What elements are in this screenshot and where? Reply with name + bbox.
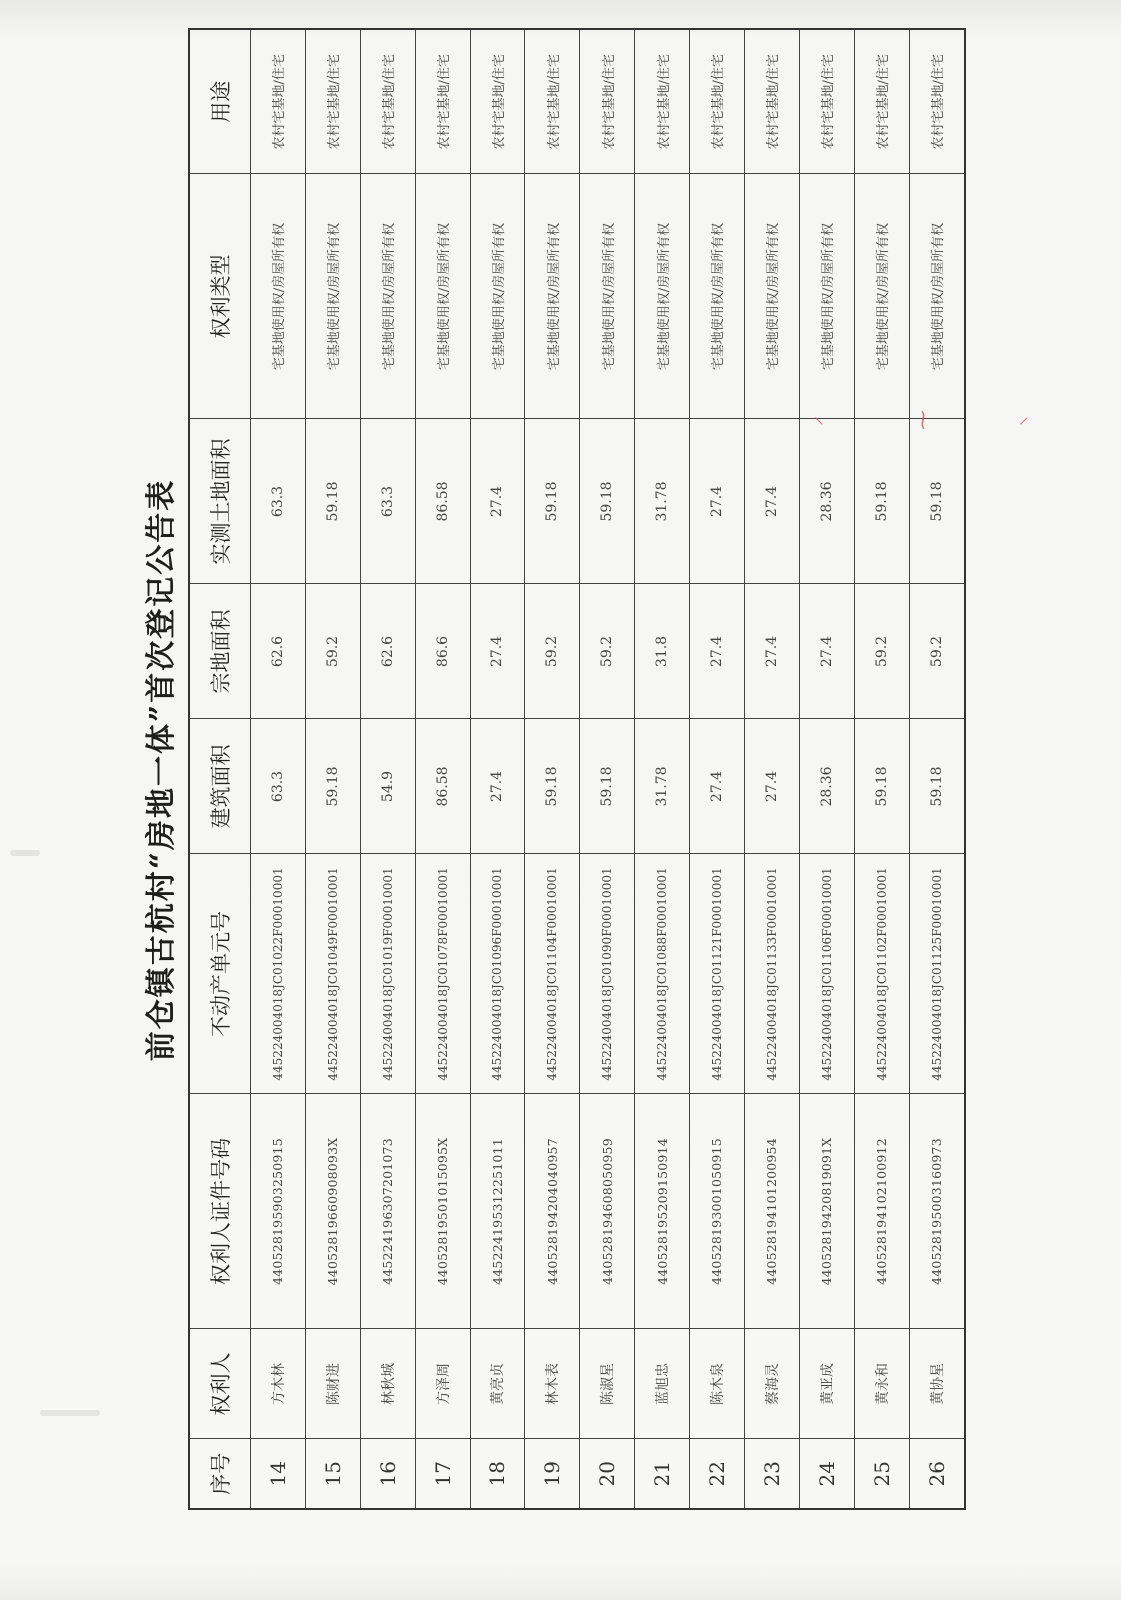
cell-id-number: 440528195903250915 <box>251 1094 306 1329</box>
cell-no: 17 <box>415 1439 470 1509</box>
cell-owner: 黄协星 <box>909 1329 965 1439</box>
table-row <box>854 29 909 1509</box>
table-row <box>635 29 690 1509</box>
table-row <box>470 29 525 1509</box>
cell-building-area: 63.3 <box>251 719 306 854</box>
seal-stroke-mark: ⸜ <box>1007 416 1031 426</box>
cell-unit-number: 445224004018JC01125F00010001 <box>909 854 965 1094</box>
cell-owner: 蓝旭忠 <box>635 1329 690 1439</box>
cell-parcel-area: 59.2 <box>909 584 965 719</box>
seal-stroke-mark: ⸝ <box>802 416 826 426</box>
document-title: 前仓镇古杭村“房地一体”首次登记公告表 <box>144 478 179 1062</box>
seal-stroke-mark: ⁓ <box>910 410 934 430</box>
rotated-document <box>140 30 1100 1510</box>
cell-owner: 黄亚成 <box>799 1329 854 1439</box>
cell-right-type: 宅基地使用权/房屋所有权 <box>854 174 909 419</box>
header-parcel-area: 宗地面积 <box>189 584 251 719</box>
cell-usage: 农村宅基地/住宅 <box>525 29 580 174</box>
header-usage: 用途 <box>189 29 251 174</box>
cell-parcel-area: 27.4 <box>470 584 525 719</box>
cell-id-number: 440528195003160973 <box>909 1094 965 1329</box>
cell-building-area: 59.18 <box>854 719 909 854</box>
cell-no: 21 <box>635 1439 690 1509</box>
cell-measured-land-area: 59.18 <box>525 419 580 584</box>
cell-id-number: 445224195312251011 <box>470 1094 525 1329</box>
cell-building-area: 59.18 <box>525 719 580 854</box>
cell-building-area: 27.4 <box>744 719 799 854</box>
cell-unit-number: 445224004018JC01106F00010001 <box>799 854 854 1094</box>
cell-owner: 陈财进 <box>305 1329 360 1439</box>
cell-id-number: 445224196307201073 <box>360 1094 415 1329</box>
cell-usage: 农村宅基地/住宅 <box>470 29 525 174</box>
cell-parcel-area: 62.6 <box>251 584 306 719</box>
scan-artifact <box>10 850 40 856</box>
cell-no: 14 <box>251 1439 306 1509</box>
cell-owner: 陈木泉 <box>690 1329 745 1439</box>
cell-parcel-area: 59.2 <box>854 584 909 719</box>
table-header-row <box>189 29 251 1509</box>
cell-parcel-area: 27.4 <box>690 584 745 719</box>
cell-building-area: 28.36 <box>799 719 854 854</box>
cell-parcel-area: 86.6 <box>415 584 470 719</box>
table-row <box>744 29 799 1509</box>
registration-table-container <box>188 30 966 1510</box>
cell-building-area: 54.9 <box>360 719 415 854</box>
header-owner: 权利人 <box>189 1329 251 1439</box>
cell-id-number: 440528195209150914 <box>635 1094 690 1329</box>
cell-no: 23 <box>744 1439 799 1509</box>
cell-right-type: 宅基地使用权/房屋所有权 <box>744 174 799 419</box>
cell-unit-number: 445224004018JC01049F00010001 <box>305 854 360 1094</box>
cell-no: 22 <box>690 1439 745 1509</box>
cell-right-type: 宅基地使用权/房屋所有权 <box>415 174 470 419</box>
cell-owner: 林秋城 <box>360 1329 415 1439</box>
cell-usage: 农村宅基地/住宅 <box>360 29 415 174</box>
table-row <box>251 29 306 1509</box>
cell-measured-land-area: 27.4 <box>744 419 799 584</box>
cell-usage: 农村宅基地/住宅 <box>305 29 360 174</box>
cell-unit-number: 445224004018JC01121F00010001 <box>690 854 745 1094</box>
table-row <box>690 29 745 1509</box>
cell-id-number: 44052819501015095X <box>415 1094 470 1329</box>
cell-unit-number: 445224004018JC01104F00010001 <box>525 854 580 1094</box>
cell-id-number: 44052819660908093X <box>305 1094 360 1329</box>
cell-measured-land-area: 59.18 <box>854 419 909 584</box>
cell-building-area: 59.18 <box>580 719 635 854</box>
cell-right-type: 宅基地使用权/房屋所有权 <box>251 174 306 419</box>
header-measured-land-area: 实测土地面积 <box>189 419 251 584</box>
table-row <box>909 29 965 1509</box>
cell-parcel-area: 59.2 <box>305 584 360 719</box>
cell-owner: 蔡海灵 <box>744 1329 799 1439</box>
cell-owner: 陈淑星 <box>580 1329 635 1439</box>
cell-measured-land-area: 59.18 <box>305 419 360 584</box>
cell-measured-land-area: 63.3 <box>251 419 306 584</box>
cell-unit-number: 445224004018JC01102F00010001 <box>854 854 909 1094</box>
cell-unit-number: 445224004018JC01022F00010001 <box>251 854 306 1094</box>
cell-right-type: 宅基地使用权/房屋所有权 <box>470 174 525 419</box>
cell-building-area: 27.4 <box>690 719 745 854</box>
cell-measured-land-area: 63.3 <box>360 419 415 584</box>
header-id-number: 权利人证件号码 <box>189 1094 251 1329</box>
cell-measured-land-area: 31.78 <box>635 419 690 584</box>
cell-building-area: 86.58 <box>415 719 470 854</box>
cell-parcel-area: 27.4 <box>744 584 799 719</box>
cell-parcel-area: 27.4 <box>799 584 854 719</box>
cell-no: 26 <box>909 1439 965 1509</box>
header-no: 序号 <box>189 1439 251 1509</box>
cell-measured-land-area: 59.18 <box>580 419 635 584</box>
cell-no: 24 <box>799 1439 854 1509</box>
cell-parcel-area: 62.6 <box>360 584 415 719</box>
cell-no: 20 <box>580 1439 635 1509</box>
cell-usage: 农村宅基地/住宅 <box>744 29 799 174</box>
cell-building-area: 31.78 <box>635 719 690 854</box>
cell-no: 19 <box>525 1439 580 1509</box>
cell-usage: 农村宅基地/住宅 <box>415 29 470 174</box>
table-body <box>251 29 966 1509</box>
cell-right-type: 宅基地使用权/房屋所有权 <box>525 174 580 419</box>
cell-id-number: 440528193001050915 <box>690 1094 745 1329</box>
cell-usage: 农村宅基地/住宅 <box>909 29 965 174</box>
cell-usage: 农村宅基地/住宅 <box>580 29 635 174</box>
cell-usage: 农村宅基地/住宅 <box>690 29 745 174</box>
cell-id-number: 440528194102100912 <box>854 1094 909 1329</box>
cell-unit-number: 445224004018JC01096F00010001 <box>470 854 525 1094</box>
cell-parcel-area: 59.2 <box>580 584 635 719</box>
cell-usage: 农村宅基地/住宅 <box>251 29 306 174</box>
header-right-type: 权利类型 <box>189 174 251 419</box>
cell-right-type: 宅基地使用权/房屋所有权 <box>635 174 690 419</box>
table-row <box>580 29 635 1509</box>
table-row <box>415 29 470 1509</box>
cell-id-number: 440528194101200954 <box>744 1094 799 1329</box>
cell-measured-land-area: 59.18 <box>909 419 965 584</box>
header-unit-number: 不动产单元号 <box>189 854 251 1094</box>
cell-building-area: 27.4 <box>470 719 525 854</box>
table-row <box>525 29 580 1509</box>
cell-building-area: 59.18 <box>305 719 360 854</box>
cell-unit-number: 445224004018JC01090F00010001 <box>580 854 635 1094</box>
cell-owner: 方泽周 <box>415 1329 470 1439</box>
cell-measured-land-area: 28.36 <box>799 419 854 584</box>
cell-id-number: 44052819420819091X <box>799 1094 854 1329</box>
cell-right-type: 宅基地使用权/房屋所有权 <box>360 174 415 419</box>
scan-artifact <box>40 1410 100 1416</box>
cell-measured-land-area: 27.4 <box>690 419 745 584</box>
cell-right-type: 宅基地使用权/房屋所有权 <box>580 174 635 419</box>
cell-no: 15 <box>305 1439 360 1509</box>
cell-unit-number: 445224004018JC01019F00010001 <box>360 854 415 1094</box>
cell-owner: 方木林 <box>251 1329 306 1439</box>
cell-no: 18 <box>470 1439 525 1509</box>
table-row <box>305 29 360 1509</box>
header-building-area: 建筑面积 <box>189 719 251 854</box>
cell-right-type: 宅基地使用权/房屋所有权 <box>909 174 965 419</box>
registration-table <box>188 28 966 1510</box>
cell-right-type: 宅基地使用权/房屋所有权 <box>690 174 745 419</box>
cell-id-number: 440528194204040957 <box>525 1094 580 1329</box>
table-row <box>799 29 854 1509</box>
cell-usage: 农村宅基地/住宅 <box>854 29 909 174</box>
cell-measured-land-area: 27.4 <box>470 419 525 584</box>
cell-right-type: 宅基地使用权/房屋所有权 <box>305 174 360 419</box>
cell-building-area: 59.18 <box>909 719 965 854</box>
cell-measured-land-area: 86.58 <box>415 419 470 584</box>
cell-parcel-area: 31.8 <box>635 584 690 719</box>
cell-right-type: 宅基地使用权/房屋所有权 <box>799 174 854 419</box>
cell-owner: 黄亮贞 <box>470 1329 525 1439</box>
cell-usage: 农村宅基地/住宅 <box>799 29 854 174</box>
cell-owner: 黄永和 <box>854 1329 909 1439</box>
cell-unit-number: 445224004018JC01088F00010001 <box>635 854 690 1094</box>
cell-no: 16 <box>360 1439 415 1509</box>
red-seal-fragment <box>800 402 1050 432</box>
table-row <box>360 29 415 1509</box>
cell-usage: 农村宅基地/住宅 <box>635 29 690 174</box>
cell-no: 25 <box>854 1439 909 1509</box>
cell-unit-number: 445224004018JC01133F00010001 <box>744 854 799 1094</box>
cell-owner: 林木表 <box>525 1329 580 1439</box>
cell-id-number: 440528194608050959 <box>580 1094 635 1329</box>
cell-parcel-area: 59.2 <box>525 584 580 719</box>
cell-unit-number: 445224004018JC01078F00010001 <box>415 854 470 1094</box>
